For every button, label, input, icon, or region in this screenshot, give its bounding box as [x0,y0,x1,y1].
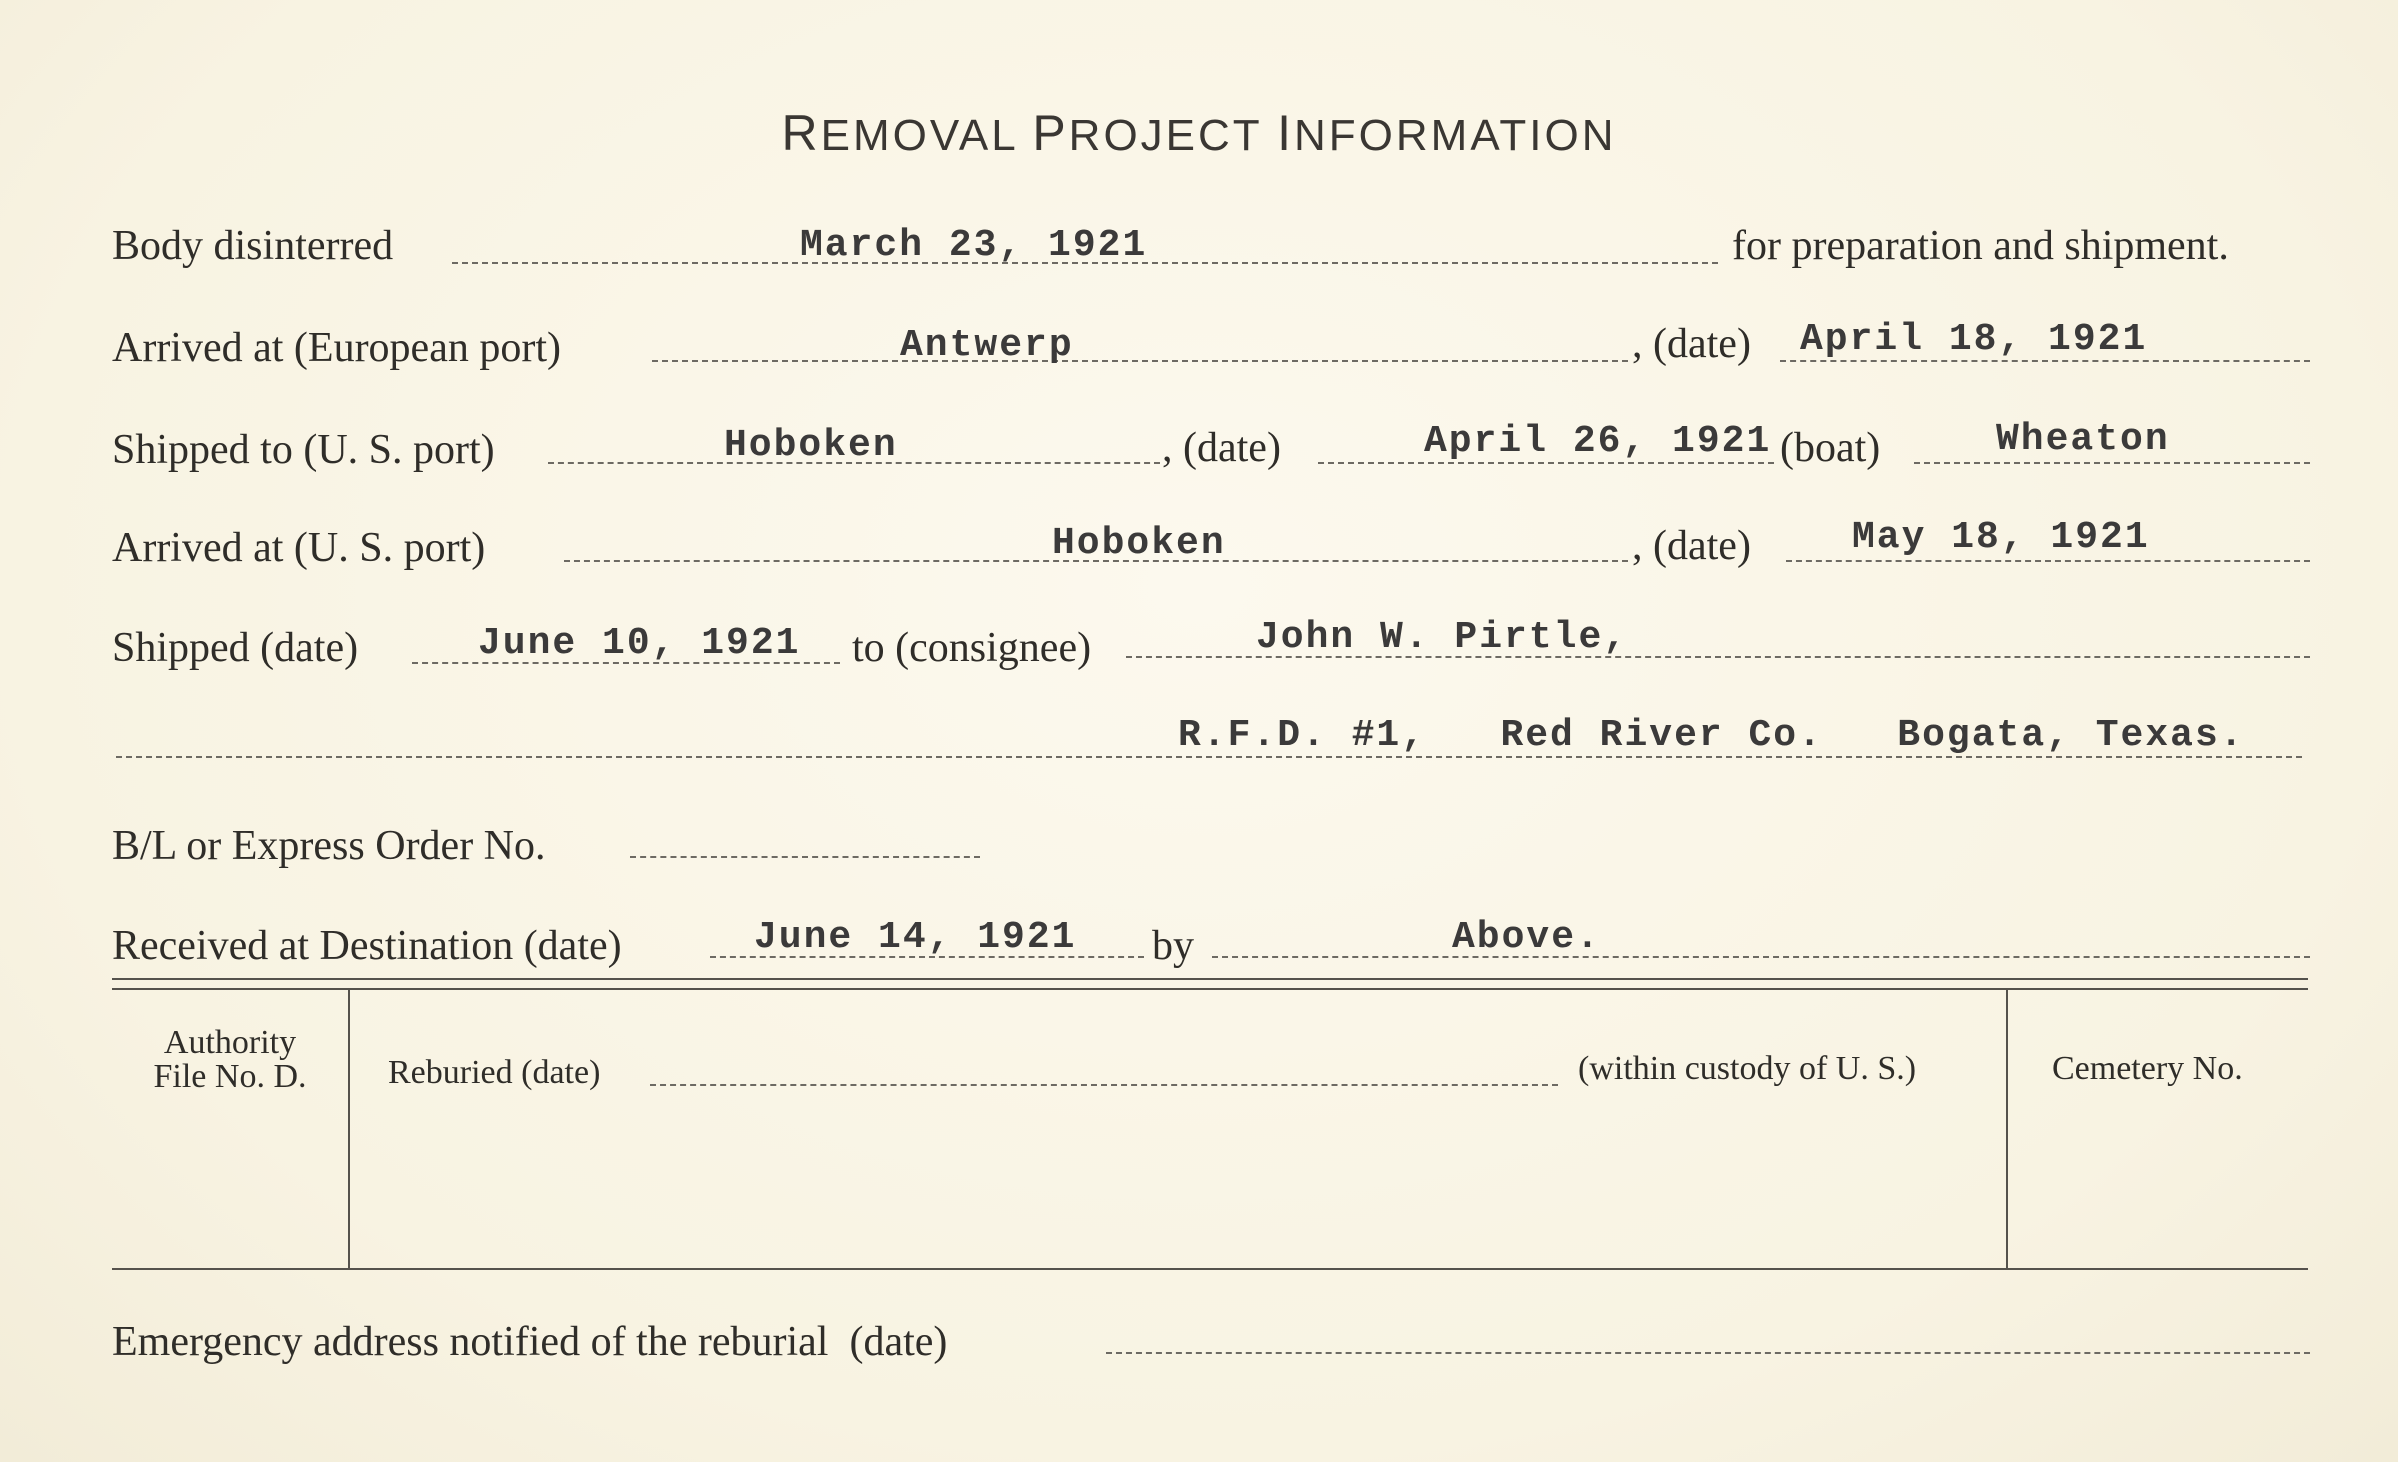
emergency-address-label: Emergency address notified of the reburial (date) [112,1319,948,1365]
shipped-final-date-value: June 10, 1921 [478,622,801,665]
form-title: REMOVAL PROJECT INFORMATION [781,105,1617,161]
bl-express-order-label: B/L or Express Order No. [112,823,546,869]
authority-label: Authority [163,1024,297,1061]
consignee-label: to (consignee) [852,625,1092,671]
shipped-date-value: April 26, 1921 [1424,420,1772,463]
european-date-label: , (date) [1632,321,1751,367]
box-bottom-rule [112,1268,2308,1270]
box-divider-right [2006,990,2008,1268]
arrived-european-port-label: Arrived at (European port) [112,325,561,371]
european-date-value: April 18, 1921 [1800,318,2148,361]
arrived-us-date-line [1786,560,2310,562]
boat-label: (boat) [1780,425,1881,471]
reburied-date-label: Reburied (date) [388,1054,601,1091]
box-divider-left [348,990,350,1268]
shipped-date-row-label: Shipped (date) [112,625,359,671]
received-destination-label: Received at Destination (date) [112,923,622,969]
preparation-shipment-label: for preparation and shipment. [1732,223,2229,269]
arrived-us-date-label: , (date) [1632,523,1751,569]
received-date-value: June 14, 1921 [754,916,1077,959]
body-disinterred-label: Body disinterred [112,223,394,269]
arrived-us-port-label: Arrived at (U. S. port) [112,525,486,571]
reburied-date-line [650,1084,1558,1086]
received-by-line [1212,956,2310,958]
cemetery-number-label: Cemetery No. [2052,1050,2243,1087]
emergency-address-line [1106,1352,2310,1354]
body-disinterred-value: March 23, 1921 [800,224,1148,267]
bl-express-order-line [630,856,980,858]
shipped-to-us-port-label: Shipped to (U. S. port) [112,427,495,473]
consignee-name: John W. Pirtle, [1256,616,1629,659]
boat-line [1914,462,2310,464]
arrived-us-port-value: Hoboken [1052,522,1226,565]
box-top-rule-2 [112,988,2308,990]
consignee-address: R.F.D. #1, Red River Co. Bogata, Texas. [1178,714,2245,757]
european-port-line [652,360,1628,362]
arrived-us-date-value: May 18, 1921 [1852,516,2150,559]
shipped-date-label: , (date) [1162,425,1281,471]
european-port-value: Antwerp [900,324,1074,367]
us-port-shipped-value: Hoboken [724,424,898,467]
received-by-label: by [1152,923,1194,969]
box-top-rule-1 [112,978,2308,980]
file-number-label: File No. D. [153,1058,307,1095]
custody-label: (within custody of U. S.) [1578,1050,1917,1087]
received-by-value: Above. [1452,916,1601,959]
boat-value: Wheaton [1996,418,2170,461]
